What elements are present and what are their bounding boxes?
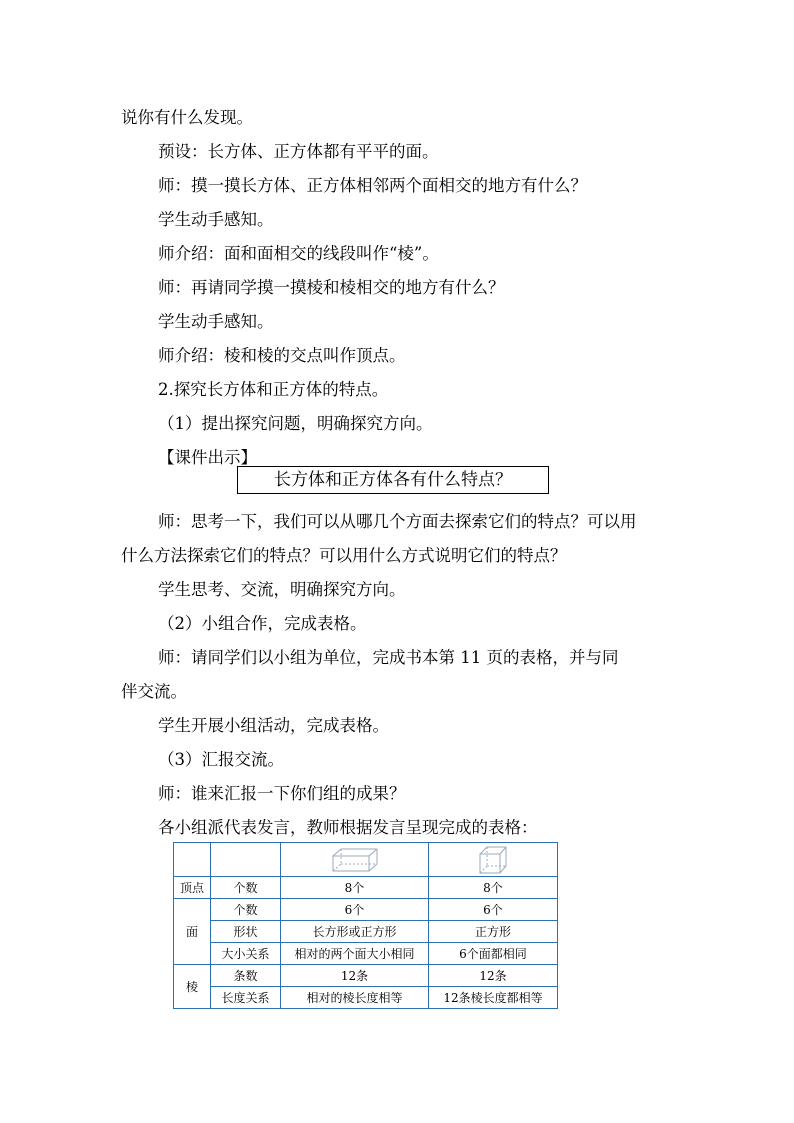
table-row <box>174 899 558 921</box>
table-row <box>174 921 558 943</box>
paragraph: 师介绍：棱和棱的交点叫作顶点。 <box>158 346 406 365</box>
table-cell <box>174 843 211 877</box>
table-attr-label: 形状 <box>211 921 281 943</box>
table-row <box>174 987 558 1009</box>
paragraph: 师介绍：面和面相交的线段叫作“棱”。 <box>158 244 439 263</box>
table-cell-cuboid: 相对的棱长度相等 <box>281 987 429 1009</box>
paragraph: （3）汇报交流。 <box>158 750 284 769</box>
table-header-row <box>174 843 558 877</box>
table-attr-label: 大小关系 <box>211 943 281 965</box>
cuboid-icon <box>331 846 379 874</box>
table-group-label: 面 <box>174 899 211 965</box>
table-cell-cuboid: 12条 <box>281 965 429 987</box>
table-cell-cuboid: 6个 <box>281 899 429 921</box>
paragraph: 学生开展小组活动，完成表格。 <box>158 716 389 735</box>
table-cell-cuboid: 相对的两个面大小相同 <box>281 943 429 965</box>
table-attr-label: 长度关系 <box>211 987 281 1009</box>
table-attr-label: 个数 <box>211 899 281 921</box>
table-cell-cuboid: 长方形或正方形 <box>281 921 429 943</box>
cube-icon <box>478 845 508 875</box>
paragraph: （1）提出探究问题，明确探究方向。 <box>158 414 433 433</box>
paragraph: 师：请同学们以小组为单位，完成书本第 11 页的表格，并与同 <box>158 648 619 667</box>
table-cell-cube: 6个 <box>429 899 558 921</box>
courseware-question: 长方体和正方体各有什么特点？ <box>274 470 512 490</box>
paragraph: 学生思考、交流，明确探究方向。 <box>158 580 406 599</box>
paragraph: 学生动手感知。 <box>158 312 274 331</box>
paragraph: 师：思考一下，我们可以从哪几个方面去探索它们的特点？可以用 <box>158 512 637 531</box>
paragraph: 学生动手感知。 <box>158 210 274 229</box>
table-cell <box>429 843 558 877</box>
properties-table <box>173 842 558 1009</box>
table-attr-label: 个数 <box>211 877 281 899</box>
table-cell-cube: 正方形 <box>429 921 558 943</box>
table-group-label: 棱 <box>174 965 211 1009</box>
paragraph: 各小组派代表发言，教师根据发言呈现完成的表格： <box>158 818 538 837</box>
paragraph: 师：再请同学摸一摸棱和棱相交的地方有什么？ <box>158 278 505 297</box>
paragraph: 伴交流。 <box>121 682 187 701</box>
table-row <box>174 943 558 965</box>
paragraph: 什么方法探索它们的特点？可以用什么方式说明它们的特点？ <box>121 546 567 565</box>
table-cell <box>281 843 429 877</box>
paragraph: 师：谁来汇报一下你们组的成果？ <box>158 784 406 803</box>
paragraph: （2）小组合作，完成表格。 <box>158 614 367 633</box>
paragraph: 【课件出示】 <box>158 448 257 467</box>
table-cell-cube: 12条 <box>429 965 558 987</box>
table-row <box>174 877 558 899</box>
courseware-question-box <box>237 466 549 494</box>
table-cell-cuboid: 8个 <box>281 877 429 899</box>
table-cell <box>211 843 281 877</box>
paragraph: 说你有什么发现。 <box>121 108 253 127</box>
table-cell-cube: 6个面都相同 <box>429 943 558 965</box>
table-attr-label: 条数 <box>211 965 281 987</box>
table-cell-cube: 8个 <box>429 877 558 899</box>
table-cell-cube: 12条棱长度都相等 <box>429 987 558 1009</box>
paragraph: 预设：长方体、正方体都有平平的面。 <box>158 142 439 161</box>
paragraph: 2.探究长方体和正方体的特点。 <box>158 380 389 399</box>
table-row <box>174 965 558 987</box>
table-group-label: 顶点 <box>174 877 211 899</box>
paragraph: 师：摸一摸长方体、正方体相邻两个面相交的地方有什么？ <box>158 176 587 195</box>
